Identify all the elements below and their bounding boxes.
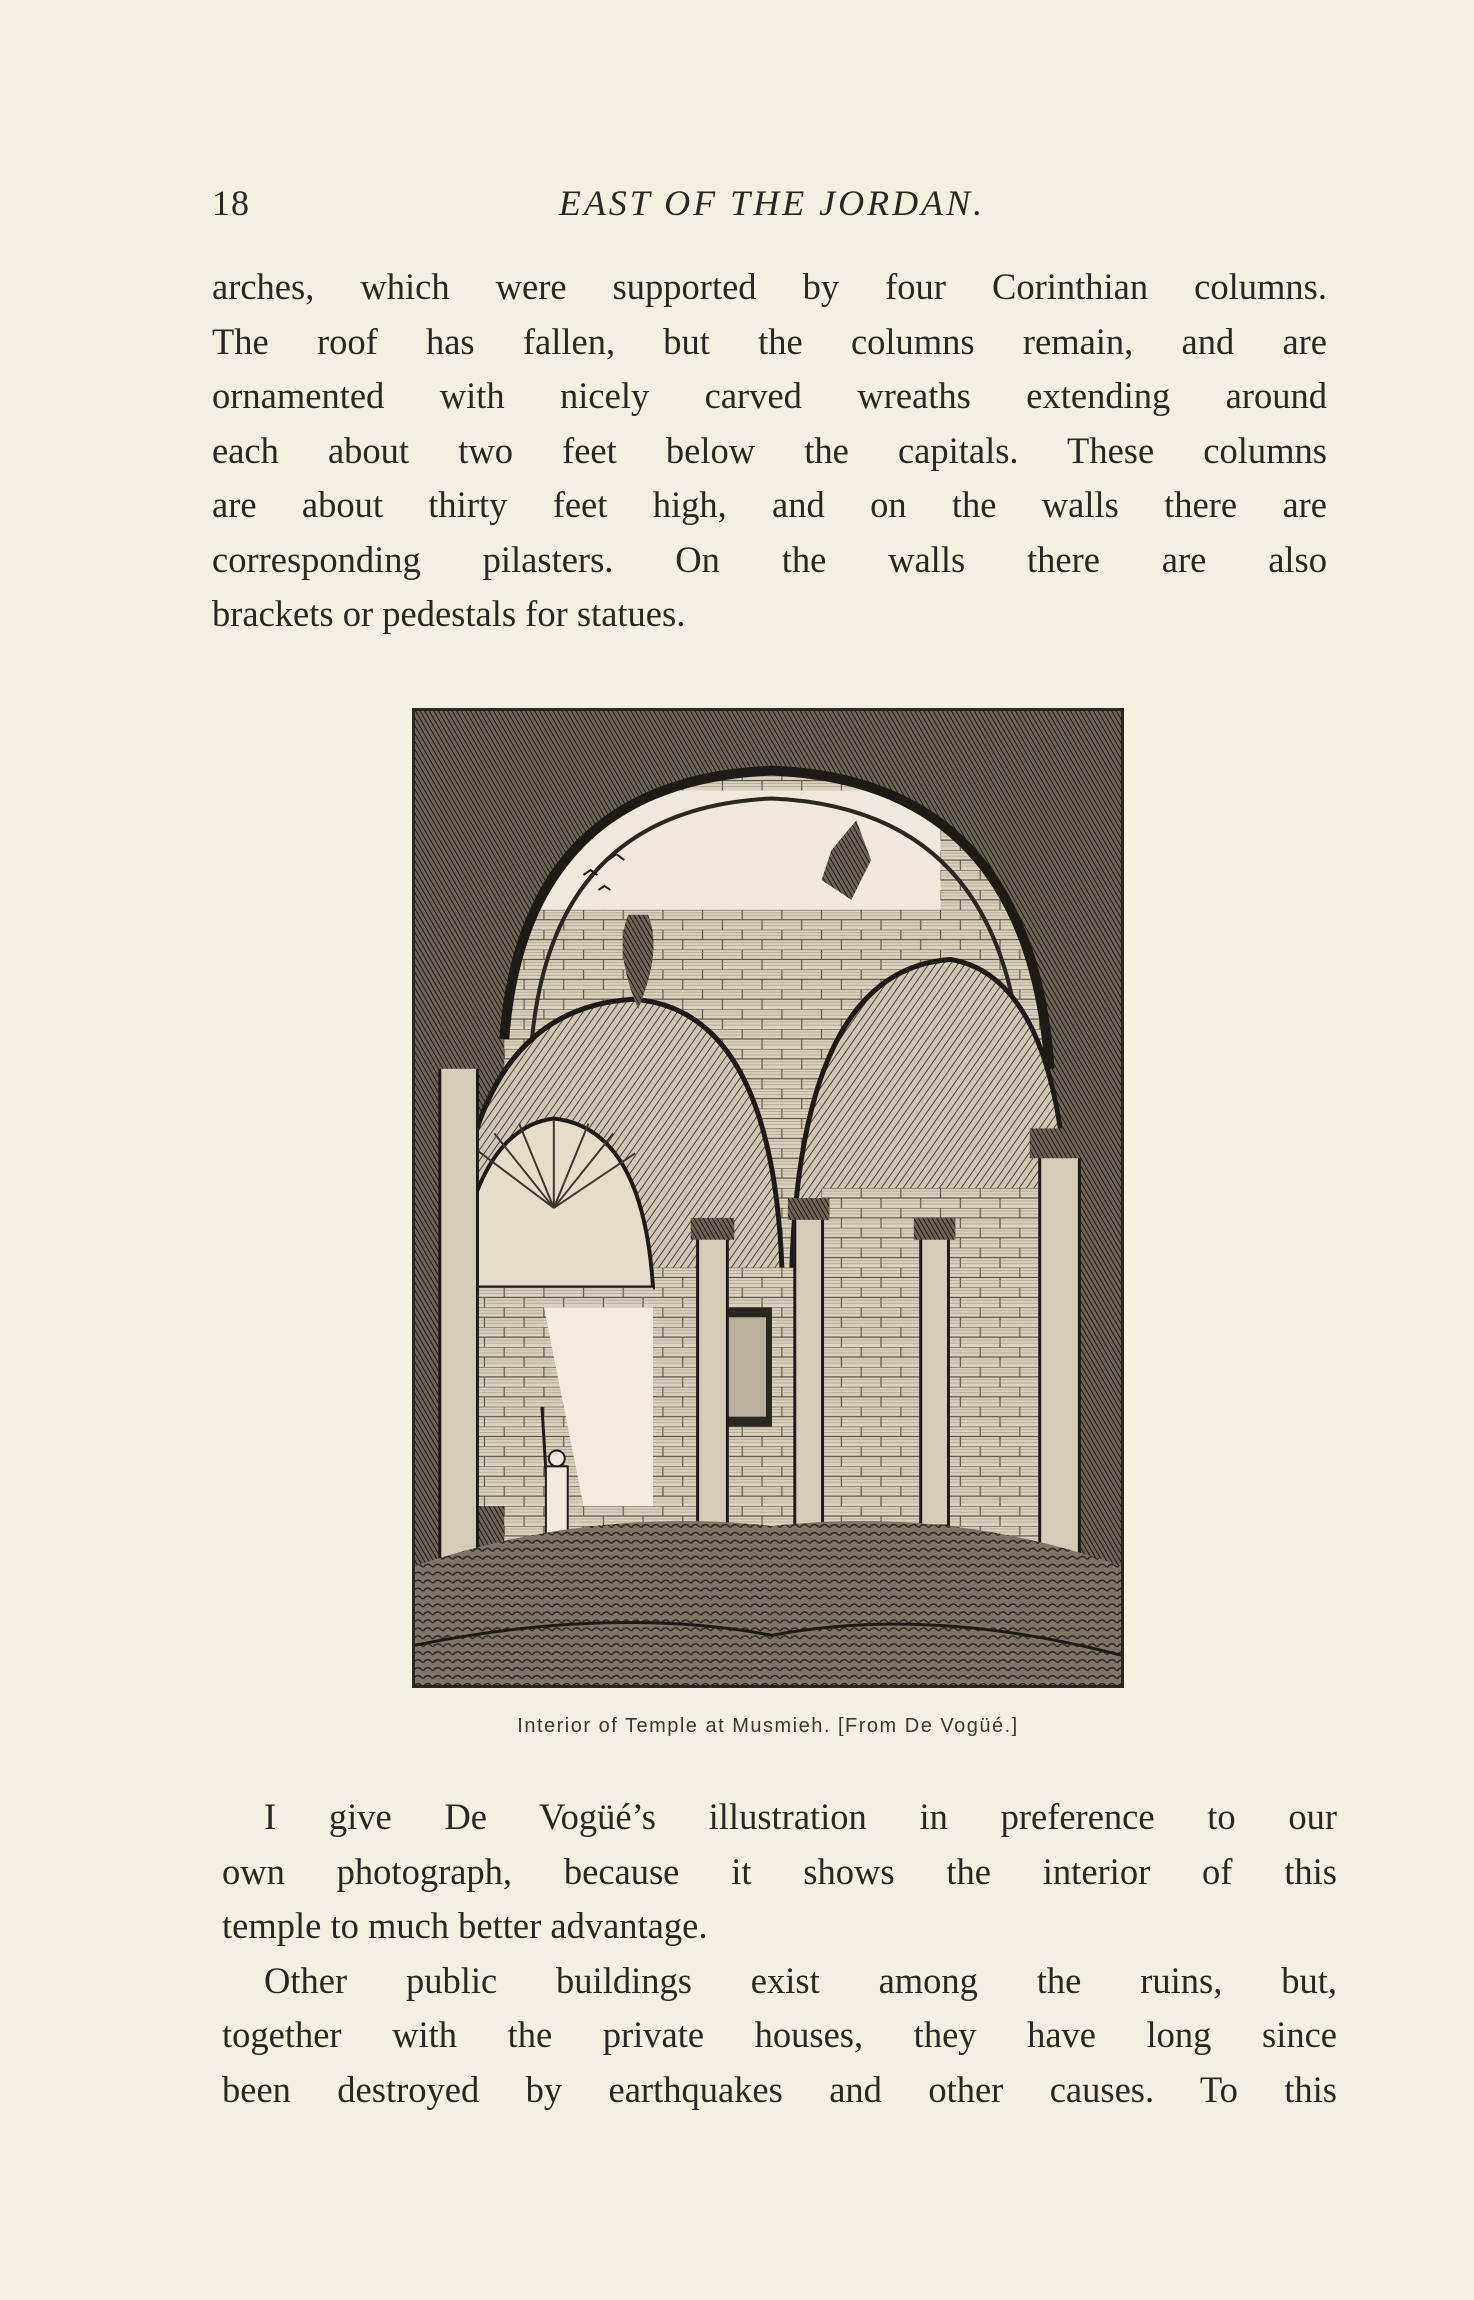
text-line: corresponding pilasters. On the walls there are also: [212, 538, 1327, 580]
text-line: temple to much better advantage.: [222, 1905, 708, 1946]
text-line: I give De Vogüé’s illustration in preference to our: [264, 1796, 1337, 1837]
text-line: arches, which were supported by four Corinthian columns.: [212, 266, 1327, 307]
text-line: together with the private houses, they have long since: [222, 2014, 1337, 2055]
running-head: [212, 182, 1332, 234]
text-line: each about two feet below the capitals. These columns: [212, 429, 1327, 471]
text-line: Other public buildings exist among the ruins, but,: [264, 1959, 1337, 2001]
top-paragraph: [212, 260, 1327, 642]
text-line: been destroyed by earthquakes and other causes. To this: [222, 2068, 1337, 2110]
text-line: ornamented with nicely carved wreaths extending around: [212, 375, 1327, 416]
page-number: 18: [212, 183, 250, 223]
temple-interior-engraving: [412, 708, 1124, 1688]
engraving-illustration: [415, 711, 1121, 1685]
text-line: own photograph, because it shows the interior of this: [222, 1850, 1337, 1892]
bottom-paragraphs: [222, 1790, 1337, 2117]
running-title: EAST OF THE JORDAN.: [558, 183, 986, 223]
text-line: are about thirty feet high, and on the walls there are: [212, 484, 1327, 525]
figure-caption: Interior of Temple at Musmieh. [From De Vogüé.]: [517, 1715, 1019, 1737]
text-line: brackets or pedestals for statues.: [212, 593, 686, 634]
text-line: The roof has fallen, but the columns remain, and are: [212, 320, 1327, 362]
